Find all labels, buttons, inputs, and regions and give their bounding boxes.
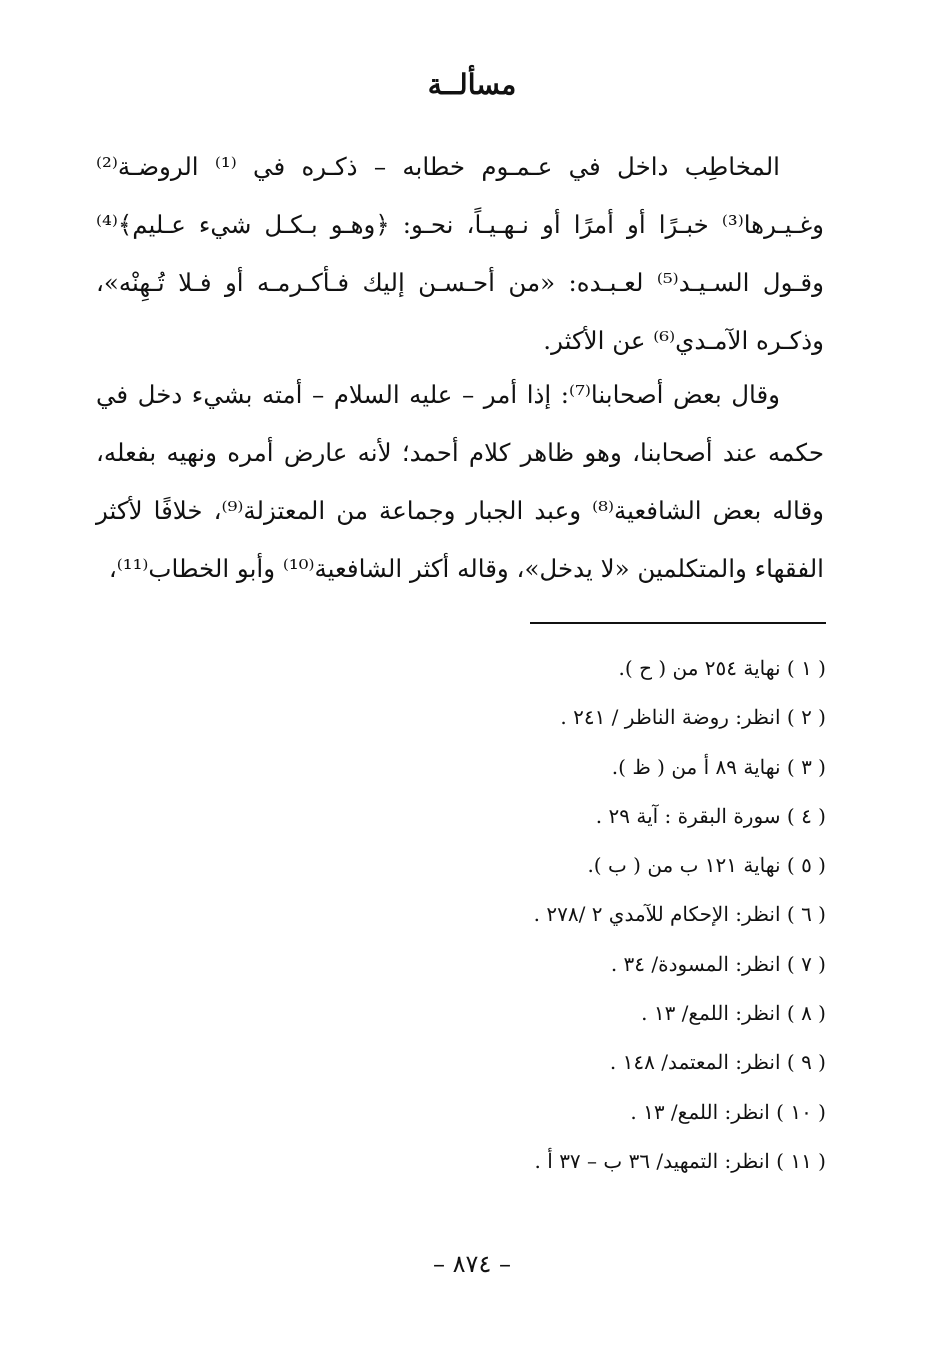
body-paragraph-2 — [96, 366, 824, 598]
footnote-5: ( ٥ ) نهاية ١٢١ ب من ( ب ). — [587, 853, 826, 878]
footnote-8: ( ٨ ) انظر: اللمع/ ١٣ . — [641, 1001, 826, 1026]
footnote-1: ( ١ ) نهاية ٢٥٤ من ( ح ). — [618, 656, 826, 680]
footnote-2: ( ٢ ) انظر: روضة الناظر / ٢٤١ . — [560, 705, 826, 730]
footnote-6: ( ٦ ) انظر: الإحكام للآمدي ٢ /٢٧٨ . — [533, 902, 826, 927]
body-paragraph-1 — [96, 138, 824, 370]
paragraph-text: المخاطِب داخل في عـمـوم خطابه – ذكـره في ⁽¹⁾ الروضـة⁽²⁾ وغـيـرها⁽³⁾ خبـرًا أو أمرًا أو نـهـيـاً، نحـو: ﴿وهـو بـكـل شيء عـليم﴾⁽⁴⁾ وقـول السـيـد⁽⁵⁾ لعـبـده: «من أحـسـن إليك فـأكـرمـه أو فـلا تُـهِنْه»، وذكـره الآمـدي⁽⁶⁾ عن الأكثر. — [96, 152, 824, 355]
paragraph-text: وقال بعض أصحابنا⁽⁷⁾: إذا أمر – عليه السلام – أمته بشيء دخل في حكمه عند أصحابنا، وهو ظاهر كلام أحمد؛ لأنه عارض أمره ونهيه بفعله، وقاله بعض الشافعية⁽⁸⁾ وعبد الجبار وجماعة من المعتزلة⁽⁹⁾، خلافًا لأكثر الفقهاء والمتكلمين «لا يدخل»، وقاله أكثر الشافعية⁽¹⁰⁾ وأبو الخطاب⁽¹¹⁾، — [96, 380, 824, 583]
footnote-7: ( ٧ ) انظر: المسودة/ ٣٤ . — [610, 951, 826, 976]
footnote-separator — [530, 622, 826, 624]
footnotes-list — [106, 644, 826, 1186]
footnote-4: ( ٤ ) سورة البقرة : آية ٢٩ . — [595, 803, 826, 828]
section-title: مسألــة — [427, 68, 517, 101]
footnote-9: ( ٩ ) انظر: المعتمد/ ١٤٨ . — [609, 1050, 826, 1075]
page-number: – ٨٧٤ – — [433, 1250, 511, 1278]
footnote-10: ( ١٠ ) انظر: اللمع/ ١٣ . — [630, 1099, 826, 1124]
footnote-3: ( ٣ ) نهاية ٨٩ أ من ( ظ ). — [611, 754, 826, 779]
footnote-11: ( ١١ ) انظر: التمهيد/ ٣٦ ب – ٣٧ أ . — [534, 1148, 826, 1173]
